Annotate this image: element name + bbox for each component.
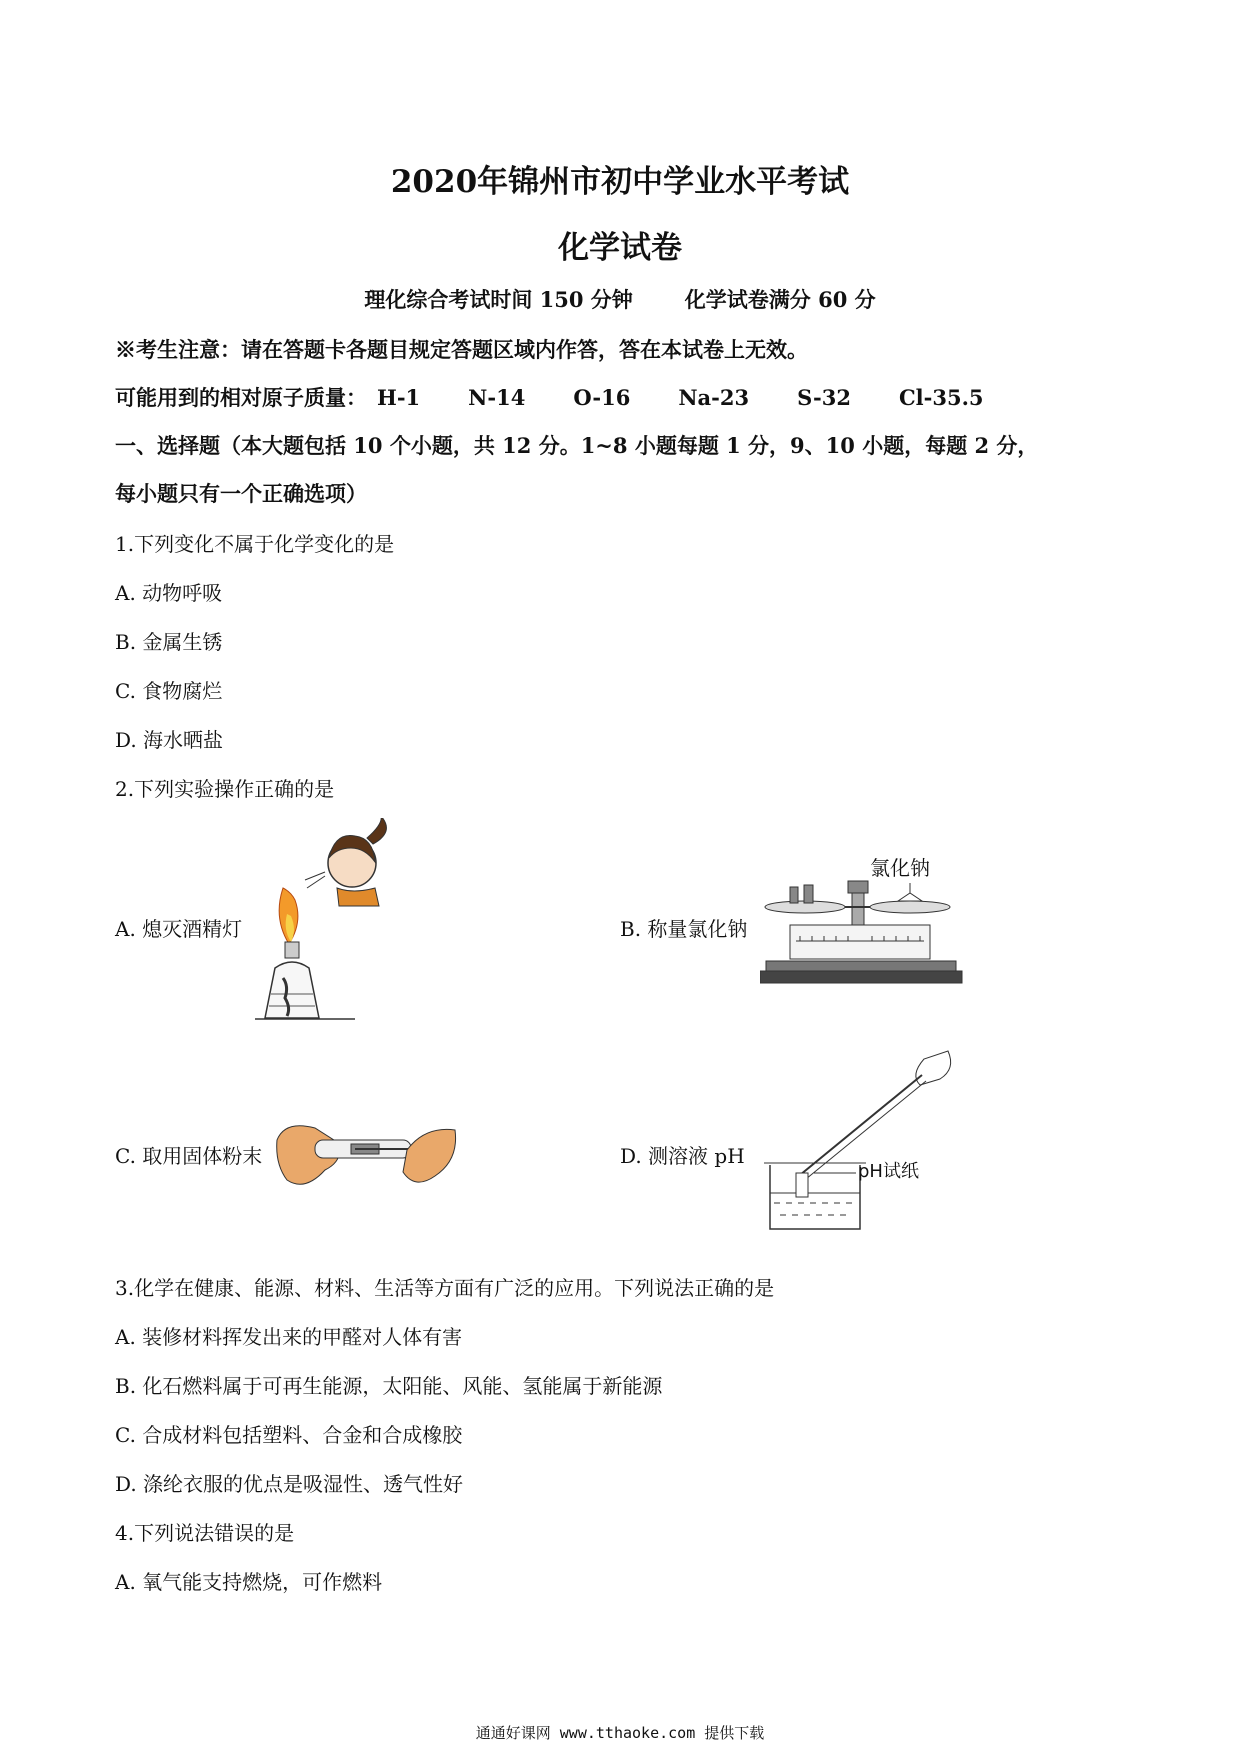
atomic-mass-line — [115, 382, 1032, 412]
exam-info — [0, 284, 1240, 314]
q2-option-b: B. 称量氯化钠 — [620, 917, 748, 941]
q1-option-a: A. 动物呼吸 — [115, 581, 223, 605]
exam-time: 理化综合考试时间 150 分钟 — [364, 287, 633, 312]
q4-stem: 4.下列说法错误的是 — [115, 1521, 295, 1545]
ph-test-figure — [760, 1045, 960, 1235]
q3-option-a: A. 装修材料挥发出来的甲醛对人体有害 — [115, 1325, 463, 1349]
q2-option-a: A. 熄灭酒精灯 — [115, 917, 243, 941]
ph-paper-label: pH试纸 — [858, 1161, 919, 1182]
section-heading-line1: 一、选择题（本大题包括 10 个小题，共 12 分。1~8 小题每题 1 分，9、10 小题，每题 2 分， — [115, 433, 1039, 458]
atomic-mass-item: Na-23 — [678, 385, 750, 410]
q1-option-d: D. 海水晒盐 — [115, 728, 224, 752]
q3-option-b: B. 化石燃料属于可再生能源，太阳能、风能、氢能属于新能源 — [115, 1374, 663, 1398]
q2-option-c: C. 取用固体粉末 — [115, 1144, 263, 1168]
atomic-mass-label: 可能用到的相对原子质量： — [115, 385, 367, 410]
section-heading-line2: 每小题只有一个正确选项） — [115, 481, 367, 506]
q2-stem: 2.下列实验操作正确的是 — [115, 777, 335, 801]
q4-option-a: A. 氧气能支持燃烧，可作燃料 — [115, 1570, 383, 1594]
atomic-mass-item: H-1 — [377, 385, 421, 410]
exam-title: 2020年锦州市初中学业水平考试 — [390, 164, 850, 200]
q1-stem: 1.下列变化不属于化学变化的是 — [115, 532, 395, 556]
notice: ※考生注意：请在答题卡各题目规定答题区域内作答，答在本试卷上无效。 — [115, 337, 808, 362]
powder-sampling-figure — [275, 1100, 460, 1195]
blow-out-lamp-figure — [255, 818, 405, 1033]
q3-stem: 3.化学在健康、能源、材料、生活等方面有广泛的应用。下列说法正确的是 — [115, 1276, 775, 1300]
nacl-label: 氯化钠 — [870, 856, 930, 880]
balance-figure — [760, 845, 970, 1000]
exam-subtitle: 化学试卷 — [558, 230, 682, 266]
atomic-mass-item: O-16 — [573, 385, 631, 410]
atomic-mass-item: N-14 — [468, 385, 526, 410]
q2-option-d: D. 测溶液 pH — [620, 1144, 745, 1168]
q3-option-c: C. 合成材料包括塑料、合金和合成橡胶 — [115, 1423, 463, 1447]
atomic-mass-item: Cl-35.5 — [898, 385, 984, 410]
footer-source: 通通好课网 www.tthaoke.com 提供下载 — [475, 1724, 765, 1742]
q1-option-b: B. 金属生锈 — [115, 630, 223, 654]
exam-score: 化学试卷满分 60 分 — [684, 287, 876, 312]
q3-option-d: D. 涤纶衣服的优点是吸湿性、透气性好 — [115, 1472, 464, 1496]
q1-option-c: C. 食物腐烂 — [115, 679, 223, 703]
atomic-mass-item: S-32 — [797, 385, 851, 410]
